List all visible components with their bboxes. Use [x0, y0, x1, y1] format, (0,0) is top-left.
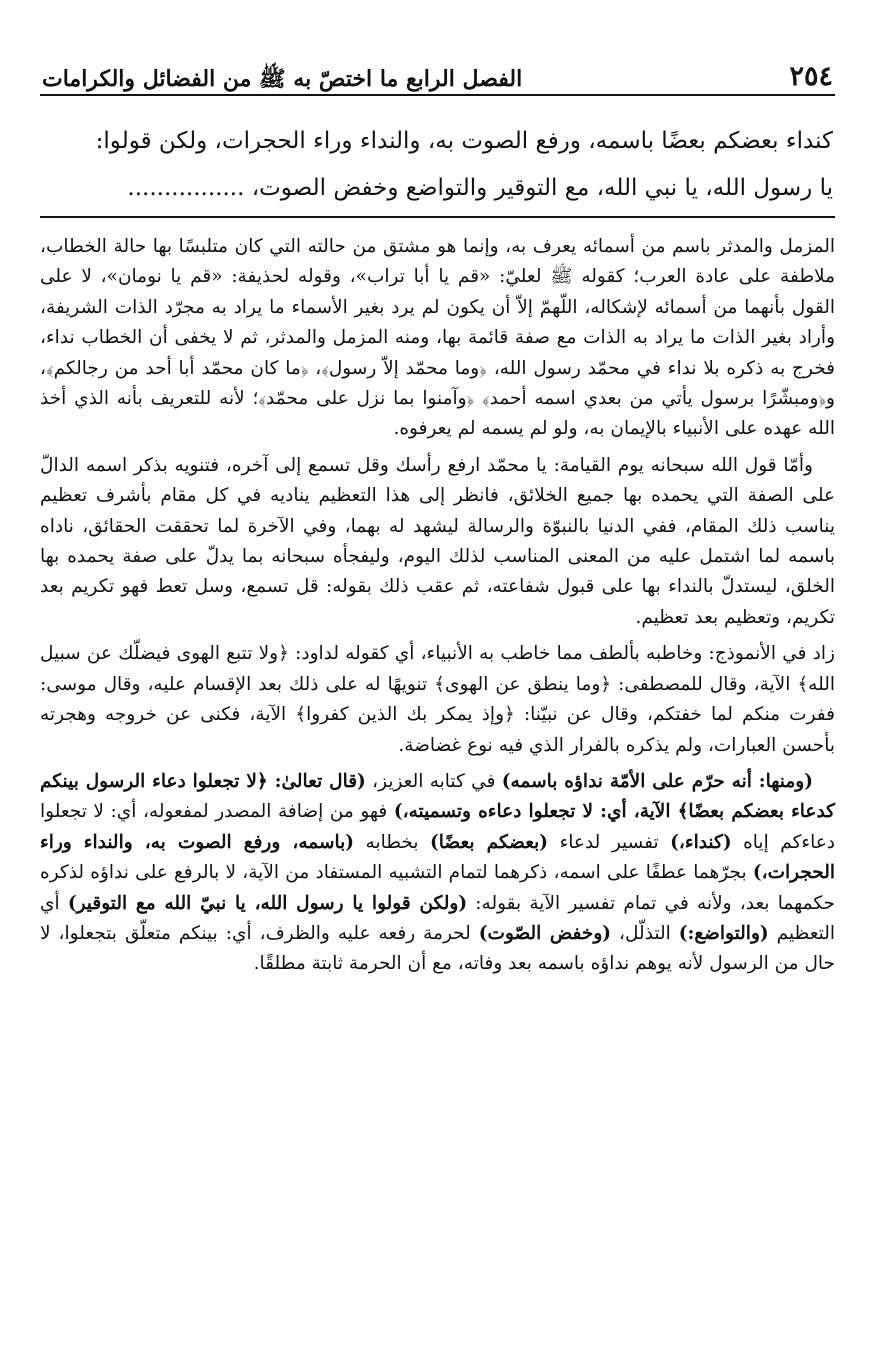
matn-bold-segment: (كنداء،): [670, 831, 732, 853]
page-number: ٢٥٤: [789, 61, 833, 92]
matn-bold-segment: (باسمه، ورفع الصوت به، والنداء وراء الحجرات،): [40, 831, 835, 884]
matn-line-1: كنداء بعضكم بعضًا باسمه، ورفع الصوت به، والنداء وراء الحجرات، ولكن قولوا:: [95, 128, 833, 154]
commentary-segment: بجرّهما عطفًا على اسمه، ذكرهما لتمام التشبيه المستفاد من الآية، لا بالرفع على نداؤه لذكره حكمهما بعد، ولأنه في تمام تفسير الآية بقوله:: [40, 862, 835, 914]
commentary-paragraph-4: [40, 767, 835, 980]
commentary-paragraph-1: المزمل والمدثر باسم من أسمائه يعرف به، وإنما هو مشتق من حالته التي كان متلبسًا بها حالة الخطاب، ملاطفة على عادة العرب؛ كقوله ﷺ لعليّ: «قم يا أبا تراب»، وقوله لحذيفة: «قم يا نومان»، لا على القول بأنهما من أسمائه لإشكاله، اللّهمّ إلاّ أن يكون لم يرد بغير الأسماء ما يراد به مجرّد الذات الشريفة، وأراد بغير الذات ما يراد به الذات مع صفة قائمة بها، ومنه المزمل والمدثر، ثم لا يخفى أن الخطاب نداء، فخرج به ذكره بلا نداء في محمّد رسول الله، ﴿وما محمّد إلاّ رسول﴾، ﴿ما كان محمّد أبا أحد من رجالكم﴾، و﴿ومبشّرًا برسول يأتي من بعدي اسمه أحمد﴾ ﴿وآمنوا بما نزل على محمّد﴾؛ لأنه للتعريف بأنه الذي أخذ الله عهده على الأنبياء بالإيمان به، ولو لم يسمه لم يعرفوه.: [40, 236, 835, 440]
matn-bold-segment: (ومنها: أنه حرّم على الأمّة نداؤه باسمه): [501, 770, 813, 792]
commentary-paragraph-2: وأمّا قول الله سبحانه يوم القيامة: يا محمّد ارفع رأسك وقل تسمع إلى آخره، فتنويه بذكر اسمه الدالّ على الصفة التي يحمده بها جميع الخلائق، فانظر إلى هذا التعظيم يناديه في كل مقام بأشرف تعظيم يناسب ذلك المقام، ففي الدنيا بالنبوّة والرسالة ليشهد له بهما، وفي الآخرة لما تحققت الحقائق، ناداه باسمه لما اشتمل عليه من المعنى المناسب لذلك اليوم، وليفجأه سبحانه بما يدلّ على صفة يحمده بها الخلق، ليستدلّ بالنداء بها على قبول شفاعته، ثم عقب ذلك بقوله: قل تسمع، وسل تعط فهو تكريم بعد تكريم، وتعظيم بعد تعظيم.: [40, 454, 835, 628]
commentary-segment: فهو من إضافة المصدر لمفعوله، أي: لا تجعلوا دعاءكم إياه: [40, 801, 835, 853]
commentary-segment: بخطابه: [354, 831, 431, 853]
page-header: [40, 48, 835, 96]
matn-bold-segment: (ولكن قولوا يا رسول الله، يا نبيّ الله مع التوقير): [67, 892, 468, 914]
matn-bold-segment: (والتواضع:): [678, 922, 769, 944]
commentary-segment: التذلّل،: [611, 922, 679, 944]
commentary-segment: تفسير لدعاء: [548, 831, 671, 853]
commentary-paragraph-3: زاد في الأنموذج: وخاطبه بألطف مما خاطب به الأنبياء، أي كقوله لداود: ﴿ولا تتبع الهوى فيضلّك عن سبيل الله﴾ الآية، وقال للمصطفى: ﴿وما ينطق عن الهوى﴾ تنويهًا له على ذلك بعد الإقسام عليه، وقال موسى: ففرت منكم لما خفتكم، وقال عن نبيّنا: ﴿وإذ يمكر بك الذين كفروا﴾ الآية، فكنى عن خروجه وهجرته بأحسن العبارات، ولم يذكره بالفرار الذي فيه نوع غضاضة.: [40, 643, 835, 756]
chapter-title: الفصل الرابع ما اختصّ به ﷺ من الفضائل والكرامات: [42, 66, 523, 92]
matn-bold-segment: (قال تعالىٰ: ﴿لا تجعلوا دعاء الرسول بينكم كدعاء بعضكم بعضًا﴾ الآية، أي: لا تجعلوا دعاءه وتسميته،): [40, 770, 835, 823]
matn-line-2: يا رسول الله، يا نبي الله، مع التوقير والتواضع وخفض الصوت، ................: [127, 175, 833, 201]
commentary-segment: أي التعظيم: [40, 892, 835, 944]
matn-quote: [40, 118, 835, 212]
commentary-segment: في كتابه العزيز،: [365, 770, 502, 792]
matn-bold-segment: (بعضكم بعضًا): [430, 831, 549, 853]
matn-divider: [40, 216, 835, 218]
commentary-segment: لحرمة رفعه عليه والظرف، أي: بينكم متعلّق بتجعلوا، لا حال من الرسول لأنه يوهم نداؤه باسمه بعد وفاته، مع أن الحرمة ثابتة مطلقًا.: [40, 922, 835, 975]
matn-bold-segment: (وخفض الصّوت): [478, 922, 612, 944]
